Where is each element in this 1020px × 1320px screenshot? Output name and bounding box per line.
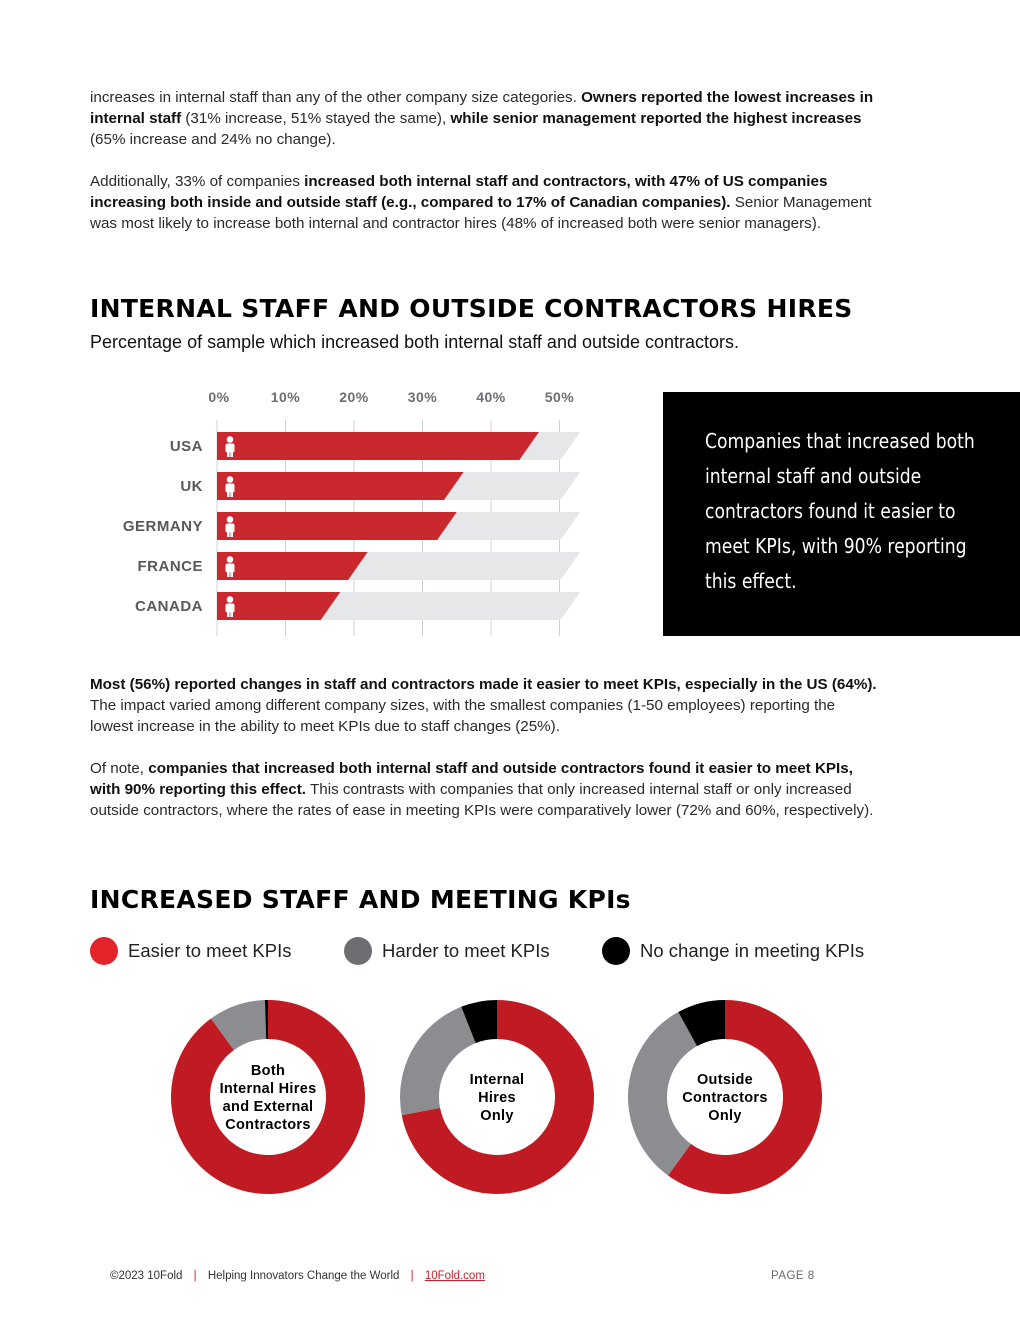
- category-label: GERMANY: [122, 518, 203, 535]
- footer-separator: |: [410, 1270, 414, 1282]
- x-tick-label: 30%: [407, 389, 438, 405]
- bar-value: [217, 592, 340, 620]
- bar-value: [217, 552, 368, 580]
- text-run: companies that increased both internal staff and outside contractors found it easier to meet KPIs, with 90% reporting this effect.: [90, 760, 853, 798]
- section-title-kpis: INCREASED STAFF AND MEETING KPIs: [90, 885, 631, 914]
- footer: [110, 1270, 485, 1282]
- kpi-donut-charts: [0, 990, 1020, 1205]
- text-run: (65% increase and 24% no change).: [90, 131, 336, 148]
- body-paragraph-2: [90, 758, 880, 821]
- section-subtitle-hires: Percentage of sample which increased both internal staff and outside contractors.: [90, 332, 740, 352]
- text-run: Most (56%) reported changes in staff and contractors made it easier to meet KPIs, especially in the US (64%).: [90, 676, 877, 693]
- donut-center-label: Contractors: [682, 1090, 768, 1106]
- kpi-callout-text: Companies that increased both internal staff and outside contractors found it easier to meet KPIs, with 90% reporting this effect.: [705, 429, 975, 593]
- donut-slice: [400, 1007, 476, 1115]
- category-label: UK: [180, 478, 203, 495]
- intro-paragraph-2: [90, 171, 900, 234]
- footer-link[interactable]: 10Fold.com: [424, 1270, 485, 1282]
- x-tick-label: 10%: [270, 389, 301, 405]
- text-run: Owners reported the lowest increases in internal staff: [90, 89, 874, 127]
- donut-center-label: Only: [708, 1108, 742, 1124]
- x-tick-label: 20%: [339, 389, 369, 405]
- legend-harder-label: Harder to meet KPIs: [382, 940, 550, 961]
- x-tick-label: 0%: [208, 389, 230, 405]
- intro-paragraph-1: [90, 87, 900, 150]
- donut-center-label: Internal: [469, 1072, 525, 1088]
- legend-easier-swatch: [90, 937, 118, 965]
- legend-harder-swatch: [344, 937, 372, 965]
- bar-value: [217, 472, 464, 500]
- donut-center-label: Hires: [478, 1090, 516, 1106]
- category-label: FRANCE: [137, 558, 203, 575]
- legend-nochange-swatch: [602, 937, 630, 965]
- text-run: increased both internal staff and contractors, with 47% of US companies increasing both inside and outside staff (e.g., compared to 17% of Canadian companies).: [90, 173, 828, 211]
- category-label: USA: [169, 438, 203, 455]
- bar-value: [217, 512, 457, 540]
- legend-harder: [344, 936, 550, 966]
- text-run: This contrasts with companies that only increased internal staff or only increased outside contractors, where the rates of ease in meeting KPIs were comparatively lower (72% and 60%, respectively).: [90, 781, 874, 819]
- legend-easier-label: Easier to meet KPIs: [128, 940, 292, 961]
- text-run: Senior Management was most likely to increase both internal and contractor hires (48% of increased both were senior managers).: [90, 194, 872, 232]
- legend-nochange: [602, 936, 864, 966]
- legend-nochange-label: No change in meeting KPIs: [640, 940, 865, 961]
- donut-center-label: Internal Hires: [219, 1081, 317, 1097]
- body-paragraph-1: [90, 674, 880, 737]
- footer-copyright: ©2023 10Fold: [110, 1270, 183, 1282]
- x-tick-label: 50%: [544, 389, 575, 405]
- donut-center-label: Only: [480, 1108, 514, 1124]
- x-tick-label: 40%: [476, 389, 506, 405]
- legend-easier: [90, 936, 291, 966]
- category-label: CANADA: [135, 598, 203, 615]
- donut-center-label: and External: [222, 1099, 314, 1115]
- bar-value: [217, 432, 539, 460]
- text-run: increases in internal staff than any of the other company size categories.: [90, 89, 582, 106]
- page-number: PAGE 8: [771, 1270, 815, 1282]
- donut-center-label: Both: [250, 1063, 286, 1079]
- footer-tagline: Helping Innovators Change the World: [207, 1270, 400, 1282]
- donut-center-label: Outside: [696, 1072, 754, 1088]
- text-run: Of note,: [90, 760, 149, 777]
- kpi-callout-box: [663, 392, 1020, 636]
- text-run: (31% increase, 51% stayed the same),: [181, 110, 451, 127]
- hires-bar-chart: [100, 380, 600, 640]
- section-title-hires: INTERNAL STAFF AND OUTSIDE CONTRACTORS HIRES: [90, 294, 853, 323]
- text-run: The impact varied among different company sizes, with the smallest companies (1-50 employees) reporting the lowest increase in the ability to meet KPIs due to staff changes (25%).: [90, 697, 836, 735]
- text-run: while senior management reported the highest increases: [450, 110, 862, 127]
- footer-separator: |: [193, 1270, 197, 1282]
- donut-center-label: Contractors: [225, 1117, 311, 1133]
- text-run: Additionally, 33% of companies: [90, 173, 305, 190]
